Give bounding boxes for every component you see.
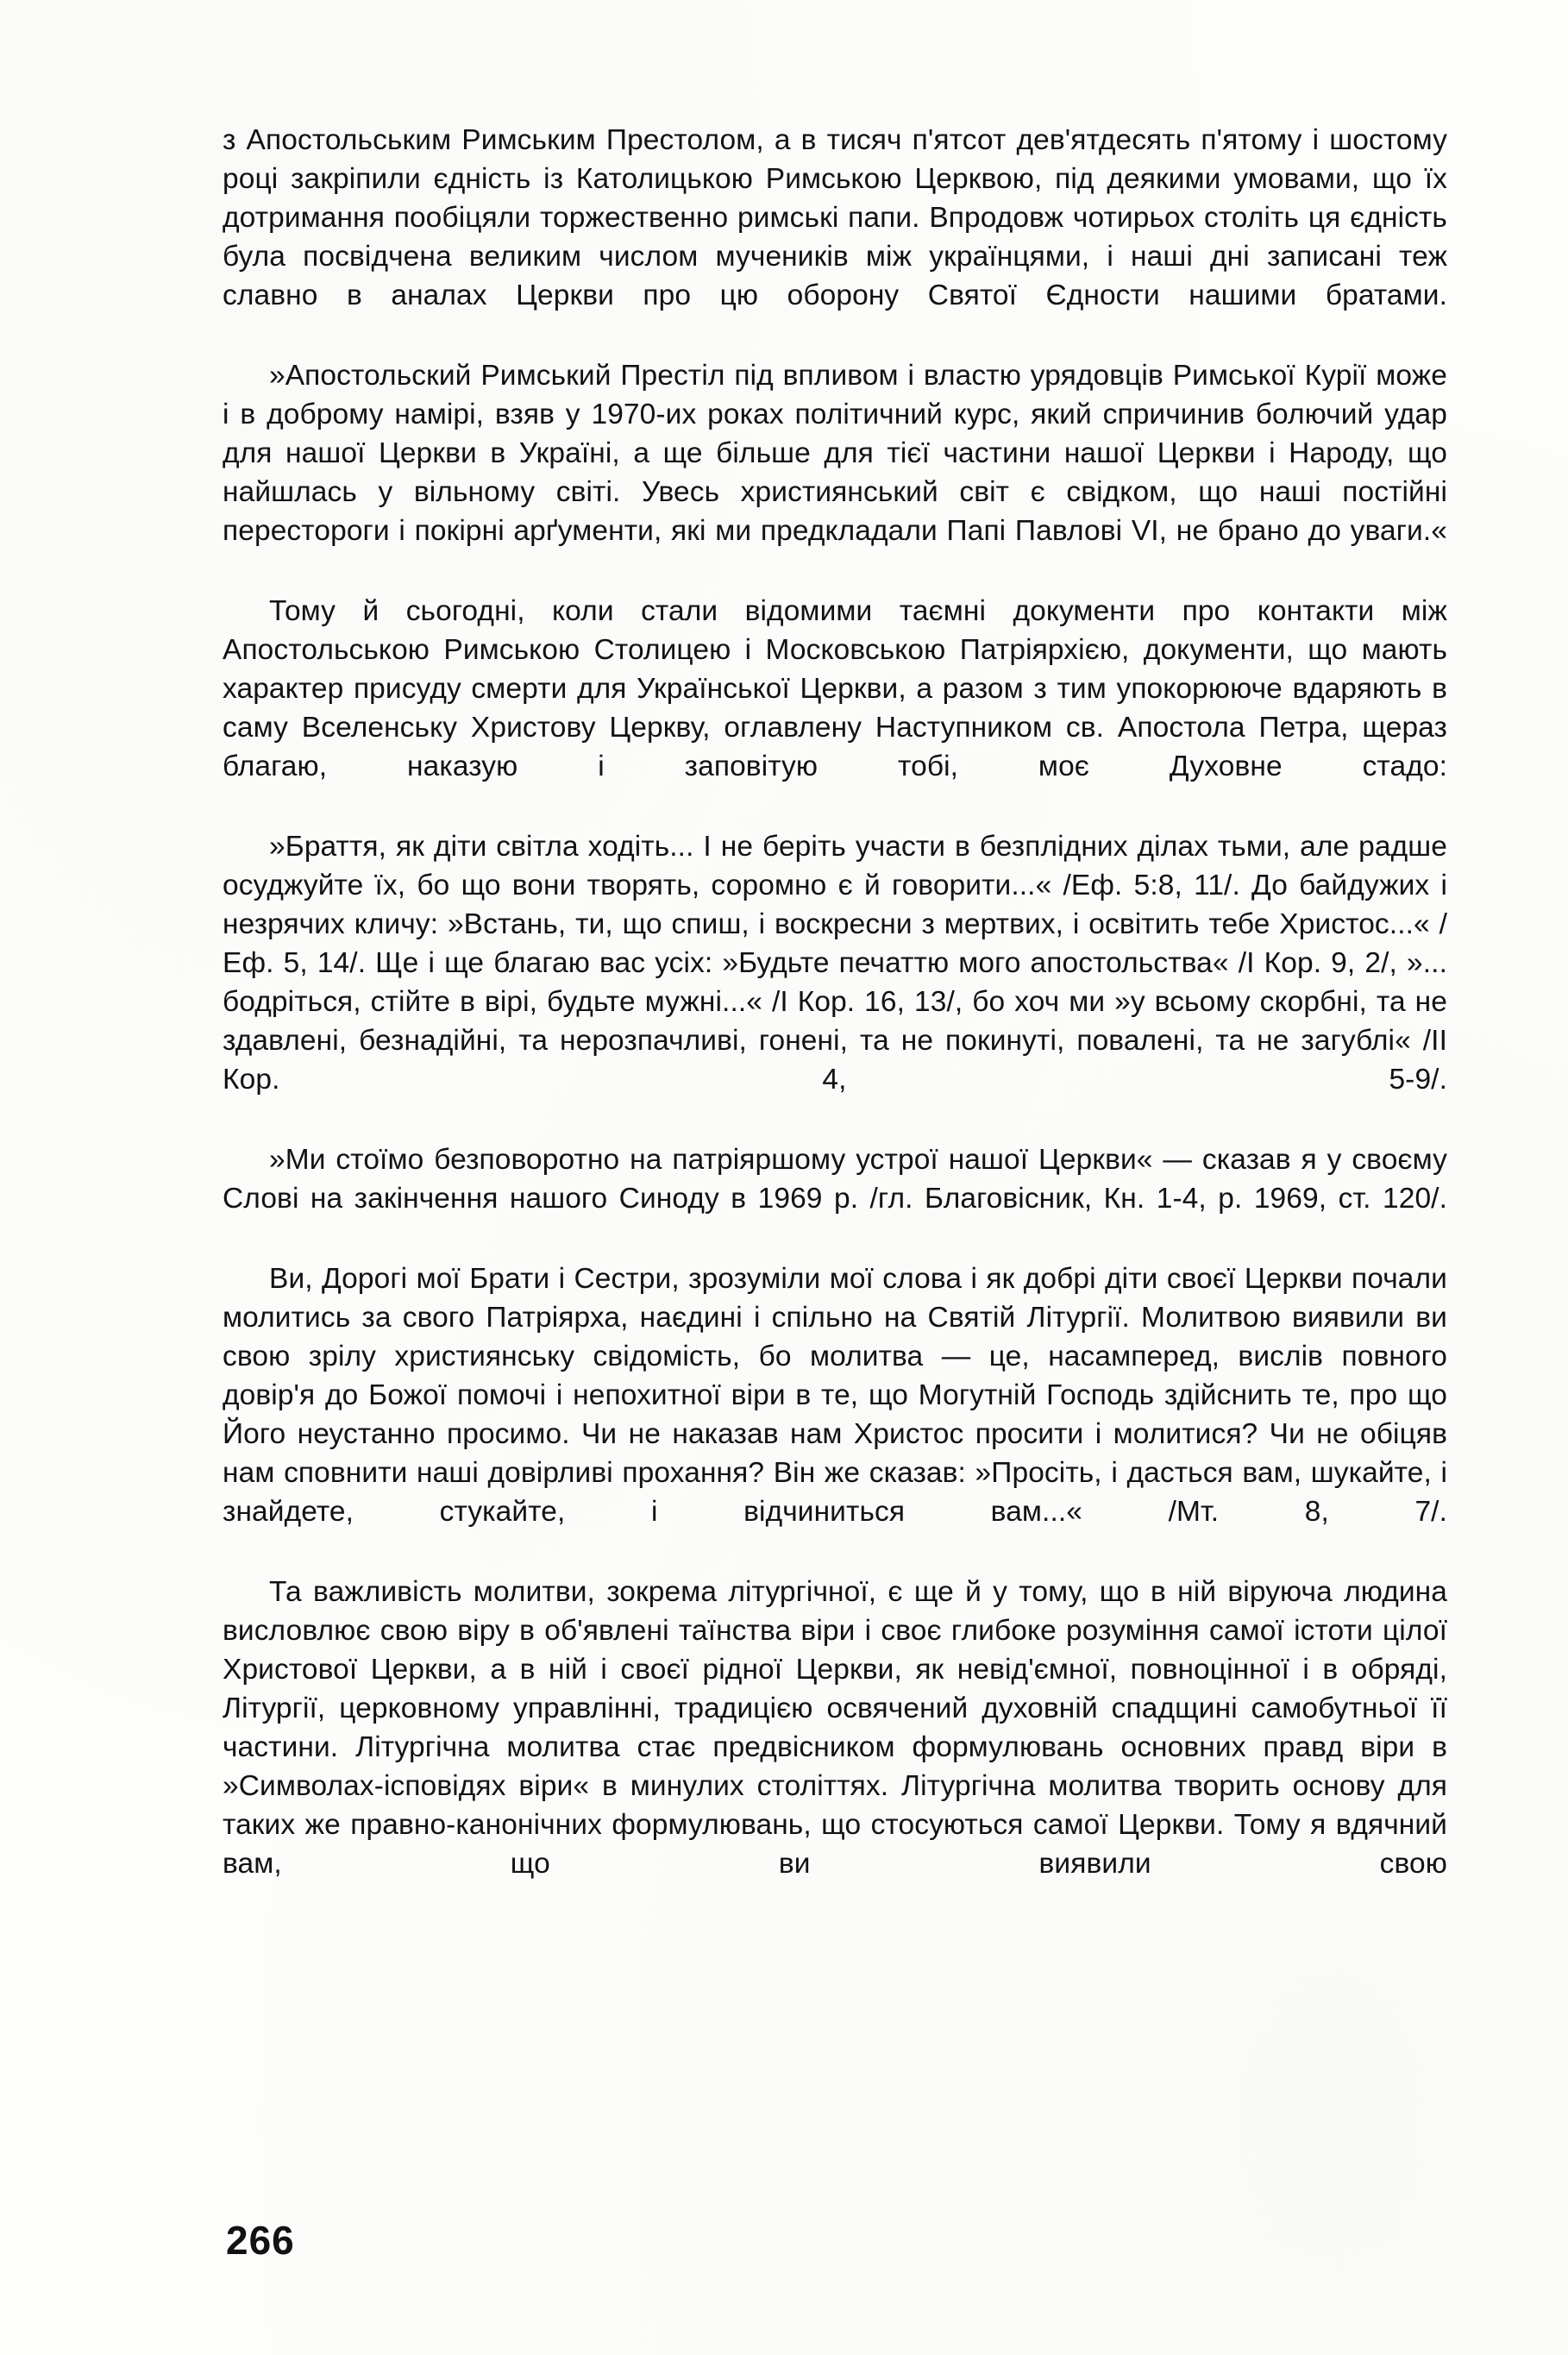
paragraph-4: »Браття, як діти світла ходіть... І не беріть участи в безплідних ділах тьми, але радше осуджуйте їх, бо що вони творять, соромно є й говорити...« /Еф. 5:8, 11/. До байдужих і незрячих кличу: »Встань, ти, що спиш, і воскресни з мертвих, і освітить тебе Христос...« /Еф. 5, 14/. Ще і ще благаю вас усіх: »Будьте печаттю мого апостольства« /І Кор. 9, 2/, »... бодріться, стійте в вірі, будьте мужні...« /І Кор. 16, 13/, бо хоч ми »у всьому скорбні, та не здавлені, безнадійні, та нерозпачливі, гонені, та не покинуті, повалені, та не загублі« /ІІ Кор. 4, 5-9/. <box>223 830 1447 1096</box>
paragraph-5: »Ми стоїмо безповоротно на патріяршому устрої нашої Церкви« — сказав я у своєму Слові на закінчення нашого Синоду в 1969 р. /гл. Благовісник, Кн. 1-4, р. 1969, ст. 120/. <box>223 1143 1447 1215</box>
paragraph-3: Тому й сьогодні, коли стали відомими таємні документи про контакти між Апостольською Римською Столицею і Московською Патріярхією, документи, що мають характер присуду смерти для Української Церкви, а разом з тим упокорююче вдаряють в саму Вселенську Христову Церкву, оглавлену Наступником св. Апостола Петра, щераз благаю, наказую і заповітую тобі, моє Духовне стадо: <box>223 594 1447 783</box>
page-number: 266 <box>226 2218 295 2263</box>
paragraph-7: Та важливість молитви, зокрема літургічної, є ще й у тому, що в ній віруюча людина висловлює свою віру в об'явлені таїнства віри і своє глибоке розуміння самої істоти цілої Христової Церкви, а в ній і своєї рідної Церкви, як невід'ємної, повноцінної і в обряді, Літургії, церковному управлінні, традицією освячений духовній спадщині самобутньої її частини. Літургічна молитва стає предвісником формулювань основних правд віри в »Символах-ісповідях віри« в минулих століттях. Літургічна молитва творить основу для таких же правно-канонічних формулювань, що стосуються самої Церкви. Тому я вдячний вам, що ви виявили свою <box>223 1575 1447 1881</box>
body-text-column <box>223 121 1447 1925</box>
paragraph-2: »Апостольский Римський Престіл під впливом і властю урядовців Римської Курії може і в доброму намірі, взяв у 1970-их роках політичний курс, який спричинив болючий удар для нашої Церкви в Україні, а ще більше для тієї частини нашої Церкви і Народу, що найшлась у вільному світі. Увесь християнський світ є свідком, що наші постійні перестороги і покірні арґументи, які ми предкладали Папі Павлові VI, не брано до уваги.« <box>223 359 1447 548</box>
paragraph-6: Ви, Дорогі мої Брати і Сестри, зрозуміли мої слова і як добрі діти своєї Церкви почали молитись за свого Патріярха, наєдині і спільно на Святій Літургії. Молитвою виявили ви свою зрілу християнську свідомість, бо молитва — це, насамперед, вислів повного довір'я до Божої помочі і непохитної віри в те, що Могутній Господь здійснить те, про що Його неустанно просимо. Чи не наказав нам Христос просити і молитися? Чи не обіцяв нам сповнити наші довірливі прохання? Він же сказав: »Просіть, і дасться вам, шукайте, і знайдете, стукайте, і відчиниться вам...« /Мт. 8, 7/. <box>223 1262 1447 1528</box>
paragraph-1: з Апостольським Римським Престолом, а в тисяч п'ятсот дев'ятдесять п'ятому і шостому році закріпили єдність із Католицькою Римською Церквою, під деякими умовами, що їх дотримання пообіцяли торжественно римські папи. Впродовж чотирьох століть ця єдність була посвідчена великим числом мучеників між українцями, і наші дні записані теж славно в аналах Церкви про цю оборону Святої Єдности нашими братами. <box>223 124 1447 312</box>
